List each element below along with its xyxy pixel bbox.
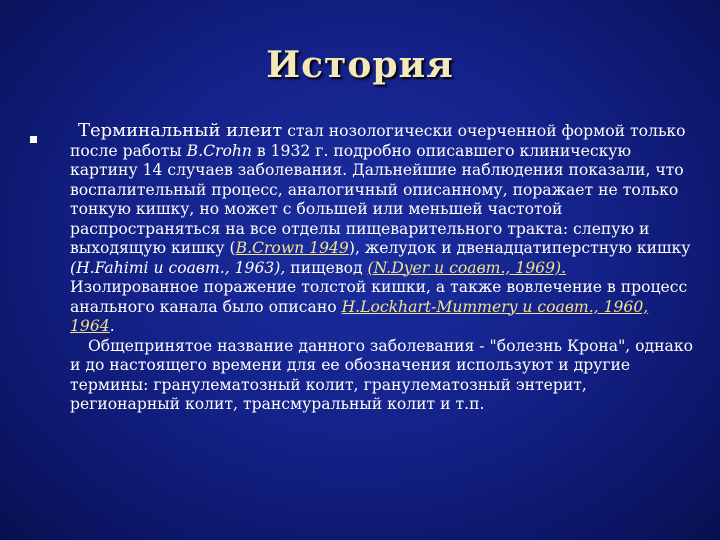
second-paragraph: Общепринятое название данного заболевания - "болезнь Крона", однако и до настоящего времени для ее обозначения используют и другие термины: гранулематозный колит, гранулематозный энтерит, регионарный колит, трансмуральный колит и т.п. xyxy=(70,336,693,413)
slide-content xyxy=(30,121,695,415)
square-bullet-icon xyxy=(30,136,37,143)
text-segment: стал нозологически очерченной формой только после работы xyxy=(70,122,686,160)
text-segment: пищевод xyxy=(285,258,368,277)
reference-lockhart-mummery[interactable]: H.Lockhart-Mummery и соавт., 1960, 1964 xyxy=(70,297,649,335)
text-segment: ), желудок и двенадцатиперстную кишку xyxy=(348,239,691,257)
text-segment: в 1932 г. подробно описавшего клиническую картину 14 случаев заболевания. Дальнейшие наблюдения показали, что воспалительный процесс, аналогичный описанному, поражает не только тонкую кишку, но может с большей или меньшей частотой распространяться на все отделы пищеварительного тракта: слепую и выходящую кишку ( xyxy=(70,141,684,257)
text-segment: Изолированное поражение толстой кишки, а также вовлечение в процесс анального канала было описано xyxy=(70,278,688,316)
text-segment: . xyxy=(109,317,115,335)
bullet-paragraph xyxy=(70,121,695,415)
reference-crown[interactable]: B.Crown 1949 xyxy=(235,239,349,257)
citation-fahimi: (H.Fahimi и соавт., 1963), xyxy=(70,258,286,277)
citation-crohn: B.Crohn xyxy=(186,141,252,160)
reference-dyer[interactable]: (N.Dyer и соавт., 1969). xyxy=(367,258,567,277)
slide-title: История xyxy=(266,44,454,86)
lead-term: Терминальный илеит xyxy=(78,120,283,141)
